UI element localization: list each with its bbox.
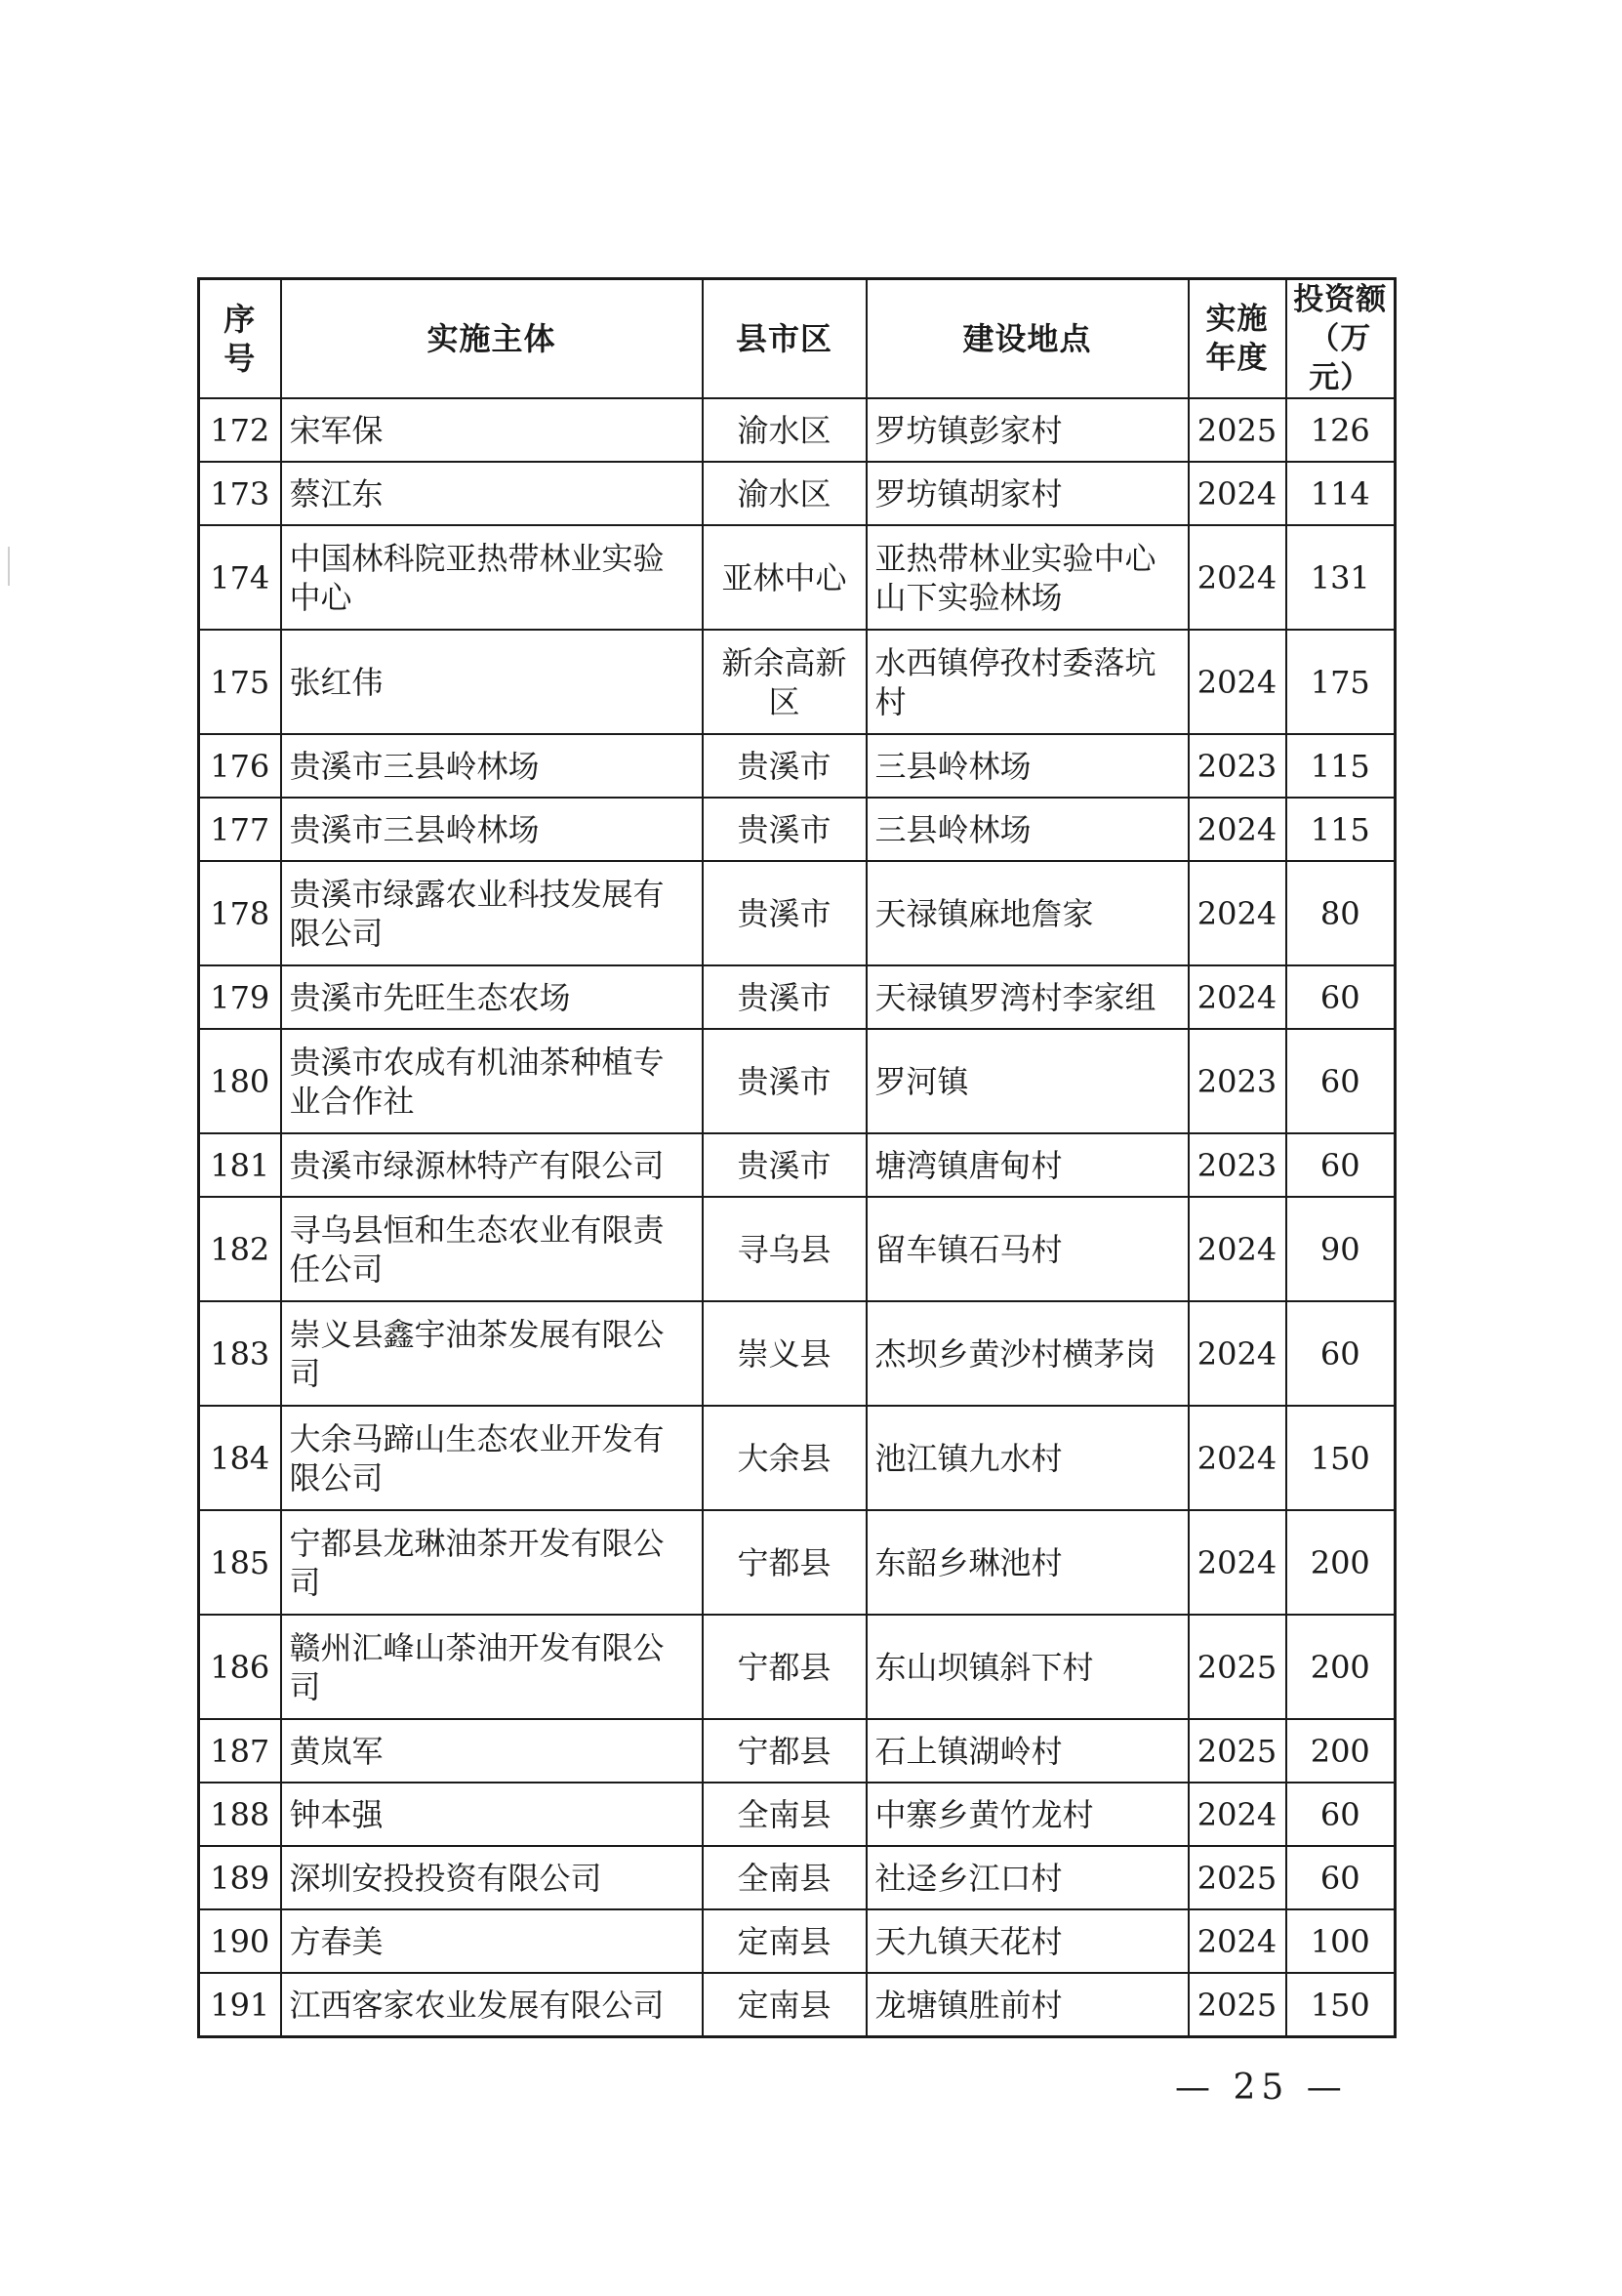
header-entity: 实施主体 bbox=[281, 279, 703, 399]
table-row bbox=[199, 1510, 1396, 1615]
cell-county: 宁都县 bbox=[703, 1510, 867, 1615]
table-row bbox=[199, 1029, 1396, 1133]
table-row bbox=[199, 965, 1396, 1029]
scan-artifact bbox=[8, 547, 10, 586]
table-row bbox=[199, 1133, 1396, 1197]
header-amount bbox=[1286, 279, 1396, 399]
cell-year: 2024 bbox=[1189, 1406, 1286, 1510]
cell-entity: 蔡江东 bbox=[281, 462, 703, 525]
cell-year: 2024 bbox=[1189, 798, 1286, 861]
cell-entity: 深圳安投投资有限公司 bbox=[281, 1846, 703, 1909]
cell-entity: 宁都县龙琳油茶开发有限公司 bbox=[281, 1510, 703, 1615]
table-row bbox=[199, 1615, 1396, 1719]
cell-amount: 60 bbox=[1286, 1783, 1396, 1846]
cell-year: 2024 bbox=[1189, 462, 1286, 525]
cell-entity: 方春美 bbox=[281, 1909, 703, 1973]
cell-entity: 贵溪市农成有机油茶种植专业合作社 bbox=[281, 1029, 703, 1133]
cell-amount: 100 bbox=[1286, 1909, 1396, 1973]
cell-county: 崇义县 bbox=[703, 1301, 867, 1406]
page-number: — 25 — bbox=[1175, 2068, 1348, 2108]
cell-amount: 80 bbox=[1286, 861, 1396, 965]
cell-county: 宁都县 bbox=[703, 1719, 867, 1783]
cell-amount: 200 bbox=[1286, 1510, 1396, 1615]
table-row bbox=[199, 1301, 1396, 1406]
cell-year: 2025 bbox=[1189, 398, 1286, 462]
cell-year: 2024 bbox=[1189, 1197, 1286, 1301]
cell-location: 水西镇停孜村委落坑村 bbox=[867, 630, 1189, 734]
cell-county: 寻乌县 bbox=[703, 1197, 867, 1301]
cell-county: 宁都县 bbox=[703, 1615, 867, 1719]
cell-location: 三县岭林场 bbox=[867, 734, 1189, 798]
cell-entity: 中国林科院亚热带林业实验中心 bbox=[281, 525, 703, 630]
cell-entity: 贵溪市绿露农业科技发展有限公司 bbox=[281, 861, 703, 965]
cell-year: 2024 bbox=[1189, 1783, 1286, 1846]
cell-seq: 180 bbox=[199, 1029, 281, 1133]
cell-county: 渝水区 bbox=[703, 398, 867, 462]
cell-entity: 贵溪市先旺生态农场 bbox=[281, 965, 703, 1029]
cell-seq: 183 bbox=[199, 1301, 281, 1406]
cell-seq: 185 bbox=[199, 1510, 281, 1615]
cell-amount: 60 bbox=[1286, 1133, 1396, 1197]
cell-amount: 60 bbox=[1286, 1846, 1396, 1909]
cell-year: 2024 bbox=[1189, 1909, 1286, 1973]
cell-county: 定南县 bbox=[703, 1973, 867, 2037]
cell-year: 2023 bbox=[1189, 1029, 1286, 1133]
cell-entity: 寻乌县恒和生态农业有限责任公司 bbox=[281, 1197, 703, 1301]
cell-entity: 张红伟 bbox=[281, 630, 703, 734]
cell-amount: 131 bbox=[1286, 525, 1396, 630]
cell-county: 新余高新区 bbox=[703, 630, 867, 734]
table-row bbox=[199, 1197, 1396, 1301]
cell-seq: 187 bbox=[199, 1719, 281, 1783]
cell-location: 三县岭林场 bbox=[867, 798, 1189, 861]
table-row bbox=[199, 1846, 1396, 1909]
cell-county: 大余县 bbox=[703, 1406, 867, 1510]
header-amount-line1: 投资额 bbox=[1293, 282, 1388, 317]
cell-location: 龙塘镇胜前村 bbox=[867, 1973, 1189, 2037]
cell-year: 2025 bbox=[1189, 1973, 1286, 2037]
cell-seq: 189 bbox=[199, 1846, 281, 1909]
cell-location: 杰坝乡黄沙村横茅岗 bbox=[867, 1301, 1189, 1406]
cell-seq: 172 bbox=[199, 398, 281, 462]
cell-year: 2024 bbox=[1189, 1510, 1286, 1615]
table-row bbox=[199, 1783, 1396, 1846]
cell-location: 石上镇湖岭村 bbox=[867, 1719, 1189, 1783]
cell-entity: 江西客家农业发展有限公司 bbox=[281, 1973, 703, 2037]
cell-location: 罗河镇 bbox=[867, 1029, 1189, 1133]
cell-year: 2024 bbox=[1189, 965, 1286, 1029]
cell-entity: 钟本强 bbox=[281, 1783, 703, 1846]
cell-county: 贵溪市 bbox=[703, 798, 867, 861]
cell-entity: 赣州汇峰山茶油开发有限公司 bbox=[281, 1615, 703, 1719]
cell-county: 贵溪市 bbox=[703, 965, 867, 1029]
cell-location: 亚热带林业实验中心山下实验林场 bbox=[867, 525, 1189, 630]
cell-seq: 174 bbox=[199, 525, 281, 630]
cell-location: 罗坊镇胡家村 bbox=[867, 462, 1189, 525]
cell-amount: 126 bbox=[1286, 398, 1396, 462]
cell-entity: 贵溪市绿源林特产有限公司 bbox=[281, 1133, 703, 1197]
cell-seq: 181 bbox=[199, 1133, 281, 1197]
cell-entity: 大余马蹄山生态农业开发有限公司 bbox=[281, 1406, 703, 1510]
header-year-line1: 实施 bbox=[1205, 302, 1269, 337]
table-row bbox=[199, 861, 1396, 965]
header-year-line2: 年度 bbox=[1205, 341, 1269, 376]
cell-entity: 黄岚军 bbox=[281, 1719, 703, 1783]
table-row bbox=[199, 734, 1396, 798]
table-row bbox=[199, 462, 1396, 525]
table-header-row bbox=[199, 279, 1396, 399]
cell-year: 2023 bbox=[1189, 734, 1286, 798]
table-row bbox=[199, 1909, 1396, 1973]
cell-amount: 60 bbox=[1286, 1301, 1396, 1406]
cell-county: 贵溪市 bbox=[703, 734, 867, 798]
cell-amount: 114 bbox=[1286, 462, 1396, 525]
cell-county: 贵溪市 bbox=[703, 1029, 867, 1133]
cell-location: 天禄镇罗湾村李家组 bbox=[867, 965, 1189, 1029]
project-table bbox=[197, 277, 1397, 2038]
cell-year: 2024 bbox=[1189, 630, 1286, 734]
header-amount-line2: （万元） bbox=[1309, 321, 1372, 395]
cell-year: 2024 bbox=[1189, 525, 1286, 630]
cell-amount: 115 bbox=[1286, 798, 1396, 861]
cell-seq: 184 bbox=[199, 1406, 281, 1510]
table-row bbox=[199, 1973, 1396, 2037]
cell-location: 东韶乡琳池村 bbox=[867, 1510, 1189, 1615]
cell-location: 社迳乡江口村 bbox=[867, 1846, 1189, 1909]
cell-location: 天九镇天花村 bbox=[867, 1909, 1189, 1973]
cell-amount: 90 bbox=[1286, 1197, 1396, 1301]
cell-location: 留车镇石马村 bbox=[867, 1197, 1189, 1301]
cell-location: 天禄镇麻地詹家 bbox=[867, 861, 1189, 965]
cell-county: 渝水区 bbox=[703, 462, 867, 525]
table-row bbox=[199, 1406, 1396, 1510]
cell-entity: 贵溪市三县岭林场 bbox=[281, 734, 703, 798]
cell-county: 定南县 bbox=[703, 1909, 867, 1973]
cell-county: 全南县 bbox=[703, 1783, 867, 1846]
cell-seq: 190 bbox=[199, 1909, 281, 1973]
cell-amount: 60 bbox=[1286, 965, 1396, 1029]
cell-county: 贵溪市 bbox=[703, 861, 867, 965]
table-row bbox=[199, 630, 1396, 734]
header-location: 建设地点 bbox=[867, 279, 1189, 399]
cell-county: 亚林中心 bbox=[703, 525, 867, 630]
cell-entity: 宋军保 bbox=[281, 398, 703, 462]
cell-seq: 178 bbox=[199, 861, 281, 965]
header-seq: 序号 bbox=[199, 279, 281, 399]
cell-seq: 176 bbox=[199, 734, 281, 798]
cell-year: 2025 bbox=[1189, 1615, 1286, 1719]
cell-seq: 191 bbox=[199, 1973, 281, 2037]
cell-amount: 150 bbox=[1286, 1406, 1396, 1510]
table-row bbox=[199, 798, 1396, 861]
cell-seq: 175 bbox=[199, 630, 281, 734]
header-year bbox=[1189, 279, 1286, 399]
cell-seq: 182 bbox=[199, 1197, 281, 1301]
cell-seq: 177 bbox=[199, 798, 281, 861]
cell-location: 东山坝镇斜下村 bbox=[867, 1615, 1189, 1719]
cell-seq: 179 bbox=[199, 965, 281, 1029]
table-row bbox=[199, 525, 1396, 630]
cell-year: 2024 bbox=[1189, 1301, 1286, 1406]
cell-location: 罗坊镇彭家村 bbox=[867, 398, 1189, 462]
cell-amount: 200 bbox=[1286, 1615, 1396, 1719]
cell-location: 塘湾镇唐甸村 bbox=[867, 1133, 1189, 1197]
table-row bbox=[199, 1719, 1396, 1783]
table-row bbox=[199, 398, 1396, 462]
cell-seq: 188 bbox=[199, 1783, 281, 1846]
cell-county: 全南县 bbox=[703, 1846, 867, 1909]
cell-seq: 173 bbox=[199, 462, 281, 525]
cell-year: 2025 bbox=[1189, 1719, 1286, 1783]
cell-entity: 崇义县鑫宇油茶发展有限公司 bbox=[281, 1301, 703, 1406]
cell-county: 贵溪市 bbox=[703, 1133, 867, 1197]
cell-amount: 200 bbox=[1286, 1719, 1396, 1783]
cell-amount: 175 bbox=[1286, 630, 1396, 734]
cell-location: 池江镇九水村 bbox=[867, 1406, 1189, 1510]
cell-year: 2024 bbox=[1189, 861, 1286, 965]
cell-location: 中寨乡黄竹龙村 bbox=[867, 1783, 1189, 1846]
cell-entity: 贵溪市三县岭林场 bbox=[281, 798, 703, 861]
cell-year: 2025 bbox=[1189, 1846, 1286, 1909]
cell-amount: 60 bbox=[1286, 1029, 1396, 1133]
cell-seq: 186 bbox=[199, 1615, 281, 1719]
cell-amount: 150 bbox=[1286, 1973, 1396, 2037]
header-county: 县市区 bbox=[703, 279, 867, 399]
cell-amount: 115 bbox=[1286, 734, 1396, 798]
cell-year: 2023 bbox=[1189, 1133, 1286, 1197]
